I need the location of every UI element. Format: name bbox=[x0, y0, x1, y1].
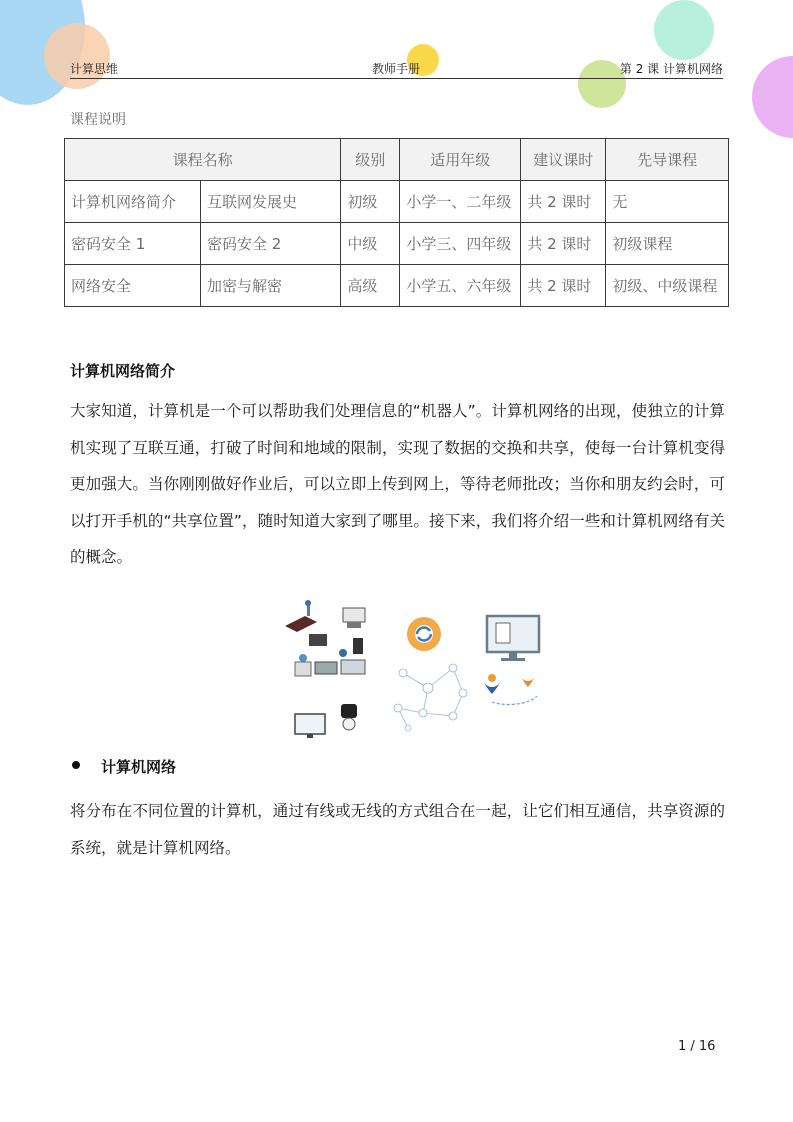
table-row bbox=[65, 223, 729, 265]
concept-paragraph: 将分布在不同位置的计算机，通过有线或无线的方式组合在一起，让它们相互通信，共享资源的系统，就是计算机网络。 bbox=[70, 802, 725, 857]
table-header-row bbox=[65, 139, 729, 181]
office-network-icon bbox=[285, 600, 365, 738]
table-cell: 互联网发展史 bbox=[201, 181, 341, 223]
table-cell: 小学五、六年级 bbox=[400, 265, 521, 307]
table-cell: 密码安全 2 bbox=[201, 223, 341, 265]
col-header-prereq: 先导课程 bbox=[606, 139, 729, 181]
location-pin-icon bbox=[483, 671, 537, 704]
intro-paragraph: 大家知道，计算机是一个可以帮助我们处理信息的“机器人”。计算机网络的出现，使独立的计算机实现了互联互通，打破了时间和地域的限制，实现了数据的交换和共享，使每一台计算机变得更加强大。当你刚刚做好作业后，可以立即上传到网上，等待老师批改；当你和朋友约会时，可以打开手机的“共享位置”，随时知道大家到了哪里。接下来，我们将介绍一些和计算机网络有关的概念。 bbox=[70, 402, 725, 566]
col-header-hours: 建议课时 bbox=[521, 139, 606, 181]
course-section-label: 课程说明 bbox=[70, 112, 126, 128]
table-cell: 加密与解密 bbox=[201, 265, 341, 307]
network-illustration bbox=[283, 598, 548, 746]
col-header-course-name: 课程名称 bbox=[65, 139, 341, 181]
bullet-icon bbox=[72, 761, 80, 769]
header-lesson-title: 第 2 课 计算机网络 bbox=[619, 62, 723, 76]
header-divider bbox=[70, 78, 723, 79]
col-header-grade: 适用年级 bbox=[400, 139, 521, 181]
table-cell: 小学三、四年级 bbox=[400, 223, 521, 265]
table-cell: 初级课程 bbox=[606, 223, 729, 265]
table-cell: 网络安全 bbox=[65, 265, 201, 307]
table-cell: 高级 bbox=[341, 265, 400, 307]
decor-circle-peach bbox=[44, 23, 110, 89]
header-book-title: 计算思维 bbox=[70, 62, 119, 76]
table-cell: 小学一、二年级 bbox=[400, 181, 521, 223]
table-row bbox=[65, 181, 729, 223]
col-header-level: 级别 bbox=[341, 139, 400, 181]
network-nodes-icon bbox=[394, 664, 467, 731]
decor-circle-mint bbox=[654, 0, 714, 60]
course-table bbox=[64, 138, 729, 307]
table-cell: 计算机网络简介 bbox=[65, 181, 201, 223]
monitor-icon bbox=[487, 616, 539, 661]
intro-heading: 计算机网络简介 bbox=[70, 362, 176, 380]
table-cell: 共 2 课时 bbox=[521, 265, 606, 307]
table-cell: 共 2 课时 bbox=[521, 223, 606, 265]
page-number: 1 / 16 bbox=[678, 1039, 716, 1054]
table-cell: 初级、中级课程 bbox=[606, 265, 729, 307]
concept-bullet-title: 计算机网络 bbox=[101, 758, 177, 776]
table-cell: 共 2 课时 bbox=[521, 181, 606, 223]
table-cell: 无 bbox=[606, 181, 729, 223]
decor-circle-purple bbox=[752, 56, 793, 138]
table-cell: 初级 bbox=[341, 181, 400, 223]
page-header bbox=[70, 60, 723, 78]
table-row bbox=[65, 265, 729, 307]
header-manual-title: 教师手册 bbox=[372, 62, 421, 76]
sync-icon bbox=[407, 617, 441, 651]
table-cell: 中级 bbox=[341, 223, 400, 265]
table-cell: 密码安全 1 bbox=[65, 223, 201, 265]
